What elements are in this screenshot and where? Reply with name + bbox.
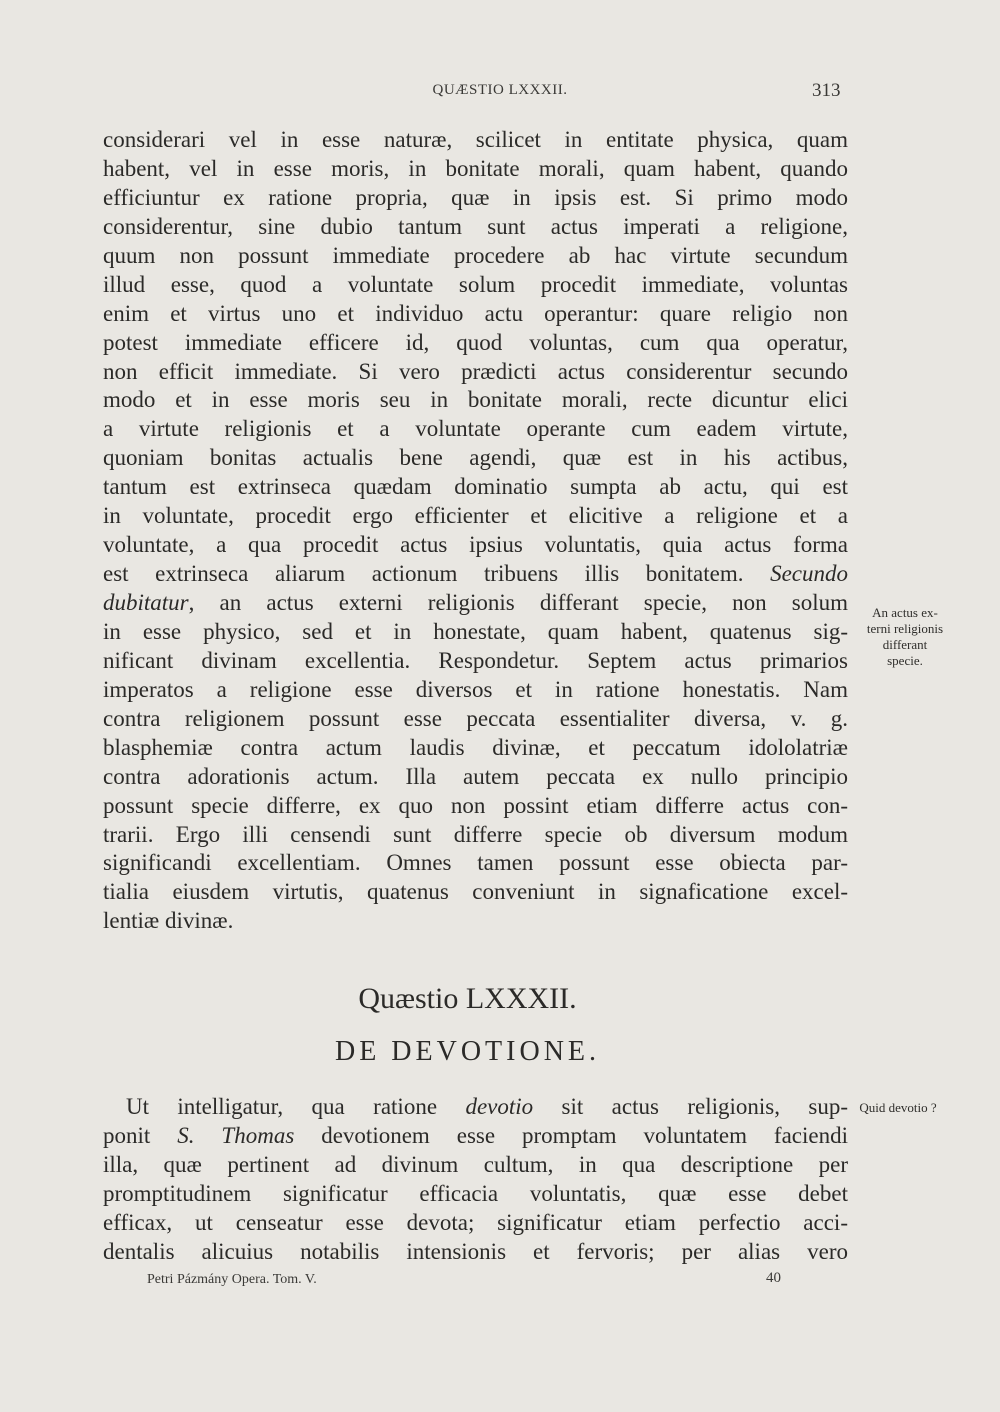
- italic-span: Secundo: [770, 561, 848, 587]
- margin-note-line: differant: [882, 637, 928, 652]
- question-title: Quæstio LXXXII.: [358, 982, 577, 1015]
- text-line: [103, 126, 848, 155]
- text-line: [103, 705, 848, 734]
- margin-note-line: specie.: [887, 653, 923, 668]
- text-line: [103, 878, 848, 907]
- text-span: contra adorationis actum. Illa autem peccata ex nullo principio: [103, 763, 848, 789]
- margin-note-quid-devotio: [843, 1100, 953, 1116]
- text-span: efficiuntur ex ratione propria, quæ in ipsis est. Si primo modo: [103, 184, 848, 210]
- text-line: [103, 415, 848, 444]
- text-span: considerentur, sine dubio tantum sunt actus imperati a religione,: [103, 213, 848, 239]
- section-title: DE DEVOTIONE.: [334, 1036, 601, 1067]
- text-span: sit actus religionis, sup-: [533, 1094, 848, 1119]
- text-span: Ut intelligatur, qua ratione: [103, 1094, 466, 1119]
- text-line: [103, 618, 848, 647]
- text-span: enim et virtus uno et individuo actu operantur: quare religio non: [103, 300, 848, 326]
- text-span: modo et in esse moris seu in bonitate morali, recte dicuntur elici: [103, 387, 848, 413]
- italic-span: S. Thomas: [177, 1122, 295, 1148]
- running-title: QUÆSTIO LXXXII.: [432, 82, 568, 98]
- text-span: imperatos a religione esse diversos et in ratione honestatis. Nam: [103, 676, 848, 702]
- text-span: voluntate, a qua procedit actus ipsius voluntatis, quia actus forma: [103, 532, 848, 558]
- text-line: [103, 502, 848, 531]
- body-text-upper: [103, 126, 848, 936]
- text-line: [103, 763, 848, 792]
- text-line: [103, 242, 848, 271]
- text-span: blasphemiæ contra actum laudis divinæ, et peccatum idololatriæ: [103, 734, 848, 760]
- text-line: [103, 531, 848, 560]
- margin-note-line: terni religionis: [866, 621, 944, 636]
- text-span: quum non possunt immediate procedere ab hac virtute secundum: [103, 242, 848, 268]
- margin-note-line: Quid devotio ?: [859, 1100, 937, 1115]
- italic-span: devotio: [465, 1094, 534, 1119]
- text-span: illud esse, quod a voluntate solum procedit immediate, voluntas: [103, 271, 848, 297]
- text-span: ponit: [103, 1122, 178, 1148]
- text-line: [103, 271, 848, 300]
- footer-book-title: Petri Pázmány Opera. Tom. V.: [147, 1272, 317, 1287]
- text-line: [103, 300, 848, 329]
- italic-span: dubitatur: [103, 590, 189, 615]
- text-span: quoniam bonitas actualis bene agendi, quæ est in his actibus,: [103, 445, 848, 471]
- text-line: [103, 1093, 848, 1122]
- text-line: [103, 329, 848, 358]
- text-span: a virtute religionis et a voluntate operante cum eadem virtute,: [103, 416, 848, 442]
- text-line: [103, 676, 848, 705]
- text-span: significandi excellentiam. Omnes tamen possunt esse obiecta par-: [103, 850, 848, 876]
- text-line: [103, 734, 848, 763]
- text-span: devotionem esse promptam voluntatem faciendi: [294, 1122, 848, 1148]
- text-line: [103, 560, 848, 589]
- text-line: [103, 358, 848, 387]
- text-line: [103, 792, 848, 821]
- text-span: trarii. Ergo illi censendi sunt differre specie ob diversum modum: [103, 821, 848, 847]
- text-line: [103, 473, 848, 502]
- text-line: [103, 821, 848, 850]
- text-line: [103, 1238, 848, 1267]
- text-span: considerari vel in esse naturæ, scilicet in entitate physica, quam: [103, 127, 848, 152]
- text-line: [103, 1122, 848, 1151]
- text-span: habent, vel in esse moris, in bonitate morali, quam habent, quando: [103, 155, 848, 181]
- text-span: contra religionem possunt esse peccata essentialiter diversa, v. g.: [103, 705, 848, 731]
- text-span: illa, quæ pertinent ad divinum cultum, in qua descriptione per: [103, 1151, 848, 1177]
- text-span: est extrinseca aliarum actionum tribuens illis bonitatem.: [103, 561, 771, 587]
- text-span: nificant divinam excellentia. Respondetur. Septem actus primarios: [103, 647, 848, 673]
- text-line: [103, 907, 848, 936]
- text-span: non efficit immediate. Si vero prædicti actus considerentur secundo: [103, 358, 848, 384]
- text-line: [103, 184, 848, 213]
- footer-signature: 40: [766, 1270, 781, 1286]
- text-line: [103, 444, 848, 473]
- text-span: lentiæ divinæ.: [103, 908, 234, 934]
- text-span: efficax, ut censeatur esse devota; significatur etiam perfectio acci-: [103, 1209, 848, 1235]
- text-line: [103, 386, 848, 415]
- margin-note-line: An actus ex-: [872, 605, 938, 620]
- text-span: in esse physico, sed et in honestate, quam habent, quatenus sig-: [103, 618, 848, 644]
- text-span: promptitudinem significatur efficacia voluntatis, quæ esse debet: [103, 1180, 848, 1206]
- text-line: [103, 1151, 848, 1180]
- text-line: [103, 589, 848, 618]
- text-line: [103, 155, 848, 184]
- margin-note-actus-externi: [850, 605, 960, 669]
- text-line: [103, 1209, 848, 1238]
- body-text-lower: [103, 1093, 848, 1267]
- text-span: potest immediate efficere id, quod voluntas, cum qua operatur,: [103, 329, 848, 355]
- text-span: tialia eiusdem virtutis, quatenus conveniunt in signaficatione excel-: [103, 879, 848, 905]
- text-span: in voluntate, procedit ergo efficienter et elicitive a religione et a: [103, 503, 848, 529]
- page-number: 313: [812, 80, 841, 101]
- text-line: [103, 213, 848, 242]
- text-line: [103, 849, 848, 878]
- text-line: [103, 647, 848, 676]
- text-span: , an actus externi religionis differant specie, non solum: [188, 590, 848, 615]
- text-span: dentalis alicuius notabilis intensionis et fervoris; per alias vero: [103, 1238, 848, 1264]
- text-span: tantum est extrinseca quædam dominatio sumpta ab actu, qui est: [103, 474, 848, 500]
- text-line: [103, 1180, 848, 1209]
- text-span: possunt specie differre, ex quo non possint etiam differre actus con-: [103, 792, 848, 818]
